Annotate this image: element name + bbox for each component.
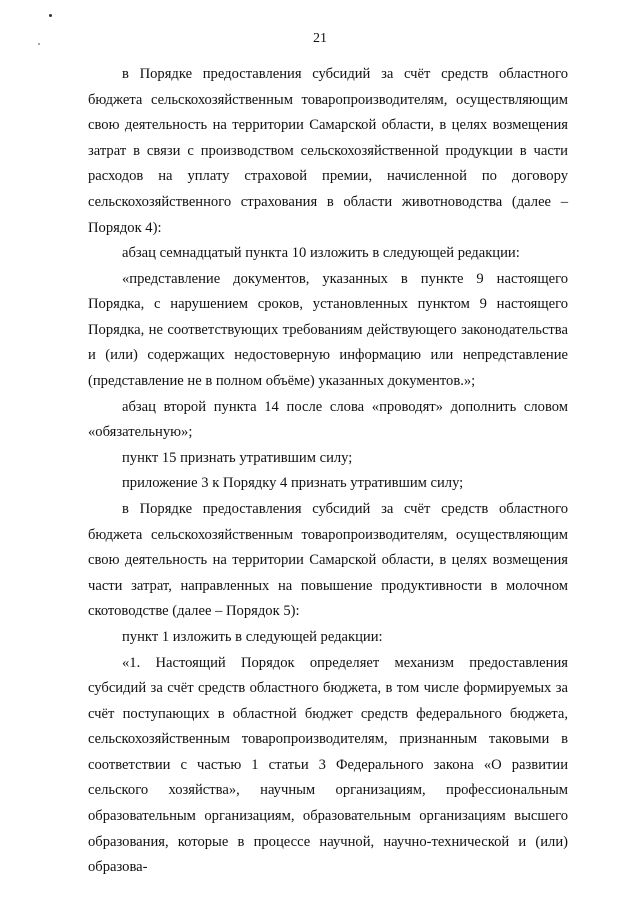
paragraph: «представление документов, указанных в пункте 9 настоящего Порядка, с нарушением сроков, установленных пунктом 9 настоящего Порядка, не соответствующих требованиям действующего законодательства и (или) содержащих недостоверную информацию или непредставление (представление не в полном объёме) указанных документов.»; [88, 270, 568, 389]
page-number: 21 [313, 31, 327, 46]
paragraph: абзац семнадцатый пункта 10 изложить в следующей редакции: [122, 245, 520, 261]
paragraph: в Порядке предоставления субсидий за счёт средств областного бюджета сельскохозяйственным товаропроизводителям, осуществляющим свою деятельность на территории Самарской области, в целях возмещения затрат в связи с производством сельскохозяйственной продукции в части расходов на уплату страховой премии, начисленной по договору сельскохозяйственного страхования в области животноводства (далее – Порядок 4): [88, 66, 568, 236]
scan-speck [49, 14, 52, 17]
paragraph: приложение 3 к Порядку 4 признать утратившим силу; [122, 475, 464, 492]
paragraph: «1. Настоящий Порядок определяет механизм предоставления субсидий за счёт средств областного бюджета, в том числе формируемых за счёт поступающих в областной бюджет средств федерального бюджета, сельскохозяйственным товаропроизводителям, признанным таковыми в соответствии с частью 1 статьи 3 Федерального закона «О развитии сельского хозяйства», научным организациям, профессиональным образовательным организациям, образовательным организациям высшего образования, которые в процессе научной, научно-технической и (или) образова- [88, 654, 568, 876]
paragraph: пункт 1 изложить в следующей редакции: [122, 628, 383, 645]
document-body [88, 62, 568, 881]
paragraph: абзац второй пункта 14 после слова «проводят» дополнить словом «обязательную»; [88, 398, 568, 441]
paragraph: в Порядке предоставления субсидий за счёт средств областного бюджета сельскохозяйственным товаропроизводителям, осуществляющим свою деятельность на территории Самарской области, в целях возмещения части затрат, направленных на повышение продуктивности в молочном скотоводстве (далее – Порядок 5): [88, 500, 568, 620]
paragraph: пункт 15 признать утратившим силу; [122, 449, 353, 466]
